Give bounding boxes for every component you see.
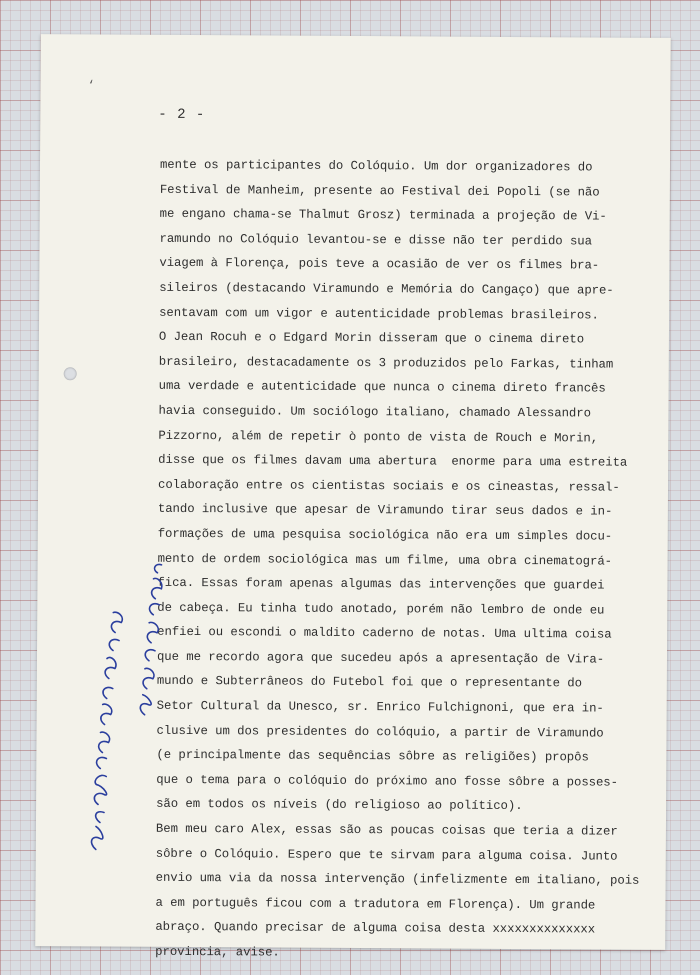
text-line: formações de uma pesquisa sociológica não era um simples docu- [157,526,613,544]
signature-drawing [66,554,168,855]
text-line: que o tema para o colóquio do próximo ano fosse sôbre a posses- [156,772,619,790]
text-line: fica. Essas foram apenas algumas das intervenções que guardei [157,575,605,593]
text-line: clusive um dos presidentes do colóquio, a partir de Viramundo [156,723,604,741]
text-line: disse que os filmes davam uma abertura enorme para uma estreita [158,452,628,470]
text-line: tando inclusive que apesar de Viramundo tirar seus dados e in- [157,502,613,519]
text-line: enfiei ou escondi o maldito caderno de notas. Uma ultima coisa [157,625,612,642]
handwritten-signature [66,554,168,855]
text-line: mente os participantes do Colóquio. Um dor organizadores do [159,157,593,175]
text-line: Pizzorno, além de repetir ò ponto de vista de Rouch e Morin, [158,428,599,446]
text-line: uma verdade e autenticidade que nunca o cinema direto francês [158,379,606,396]
text-line: provincia, avise. [155,944,280,960]
text-line: envio uma via da nossa intervenção (infelizmente em italiano, pois [155,871,640,888]
text-line: O Jean Rocuh e o Edgard Morin disseram que o cinema direto [158,329,585,347]
text-line: abraço. Quando precisar de alguma coisa desta xxxxxxxxxxxxxx [155,920,596,937]
punch-hole [64,367,77,380]
text-line: viagem à Florença, pois teve a ocasião de ver os filmes bra- [159,256,600,273]
text-line: me engano chama-se Thalmut Grosz) terminada a projeção de Vi- [159,207,607,224]
corner-mark: ‘ [87,78,95,93]
typewritten-body [155,153,660,968]
text-line: sôbre o Colóquio. Espero que te sirvam para alguma coisa. Junto [155,846,618,864]
text-line: (e principalmente das sequências sôbre as religiões) propôs [156,748,589,765]
page-number: - 2 - [158,106,206,124]
text-line: Setor Cultural da Unesco, sr. Enrico Fulchignoni, que era in- [156,698,604,716]
text-line: colaboração entre os cientistas sociais e os cineastas, ressal- [157,477,620,495]
text-line: de cabeça. Eu tinha tudo anotado, porém não lembro de onde eu [157,600,605,618]
text-line: brasileiro, destacadamente os 3 produzidos pelo Farkas, tinham [158,354,614,372]
text-line: Bem meu caro Alex, essas são as poucas coisas que teria a dizer [155,821,618,839]
text-line: Festival de Manheim, presente ao Festival dei Popoli (se não [159,182,600,200]
text-line: mundo e Subterrâneos do Futebol foi que o representante do [156,674,582,691]
text-line: havia conseguido. Um sociólogo italiano, chamado Alessandro [158,403,591,421]
text-line: a em português ficou com a tradutora em Florença). Um grande [155,895,596,913]
text-line: que me recordo agora que sucedeu após a apresentação de Vira- [156,649,605,667]
text-line: são em todos os níveis (do religioso ao político). [156,797,523,814]
text-line: mento de ordem sociológica mas um filme, uma obra cinematográ- [157,551,613,569]
text-line: sentavam com um vigor e autenticidade problemas brasileiros. [159,305,599,323]
text-line: sileiros (destacando Viramundo e Memória do Cangaço) que apre- [159,280,614,298]
text-line: ramundo no Colóquio levantou-se e disse não ter perdido sua [159,231,593,249]
letter-page [35,34,671,960]
